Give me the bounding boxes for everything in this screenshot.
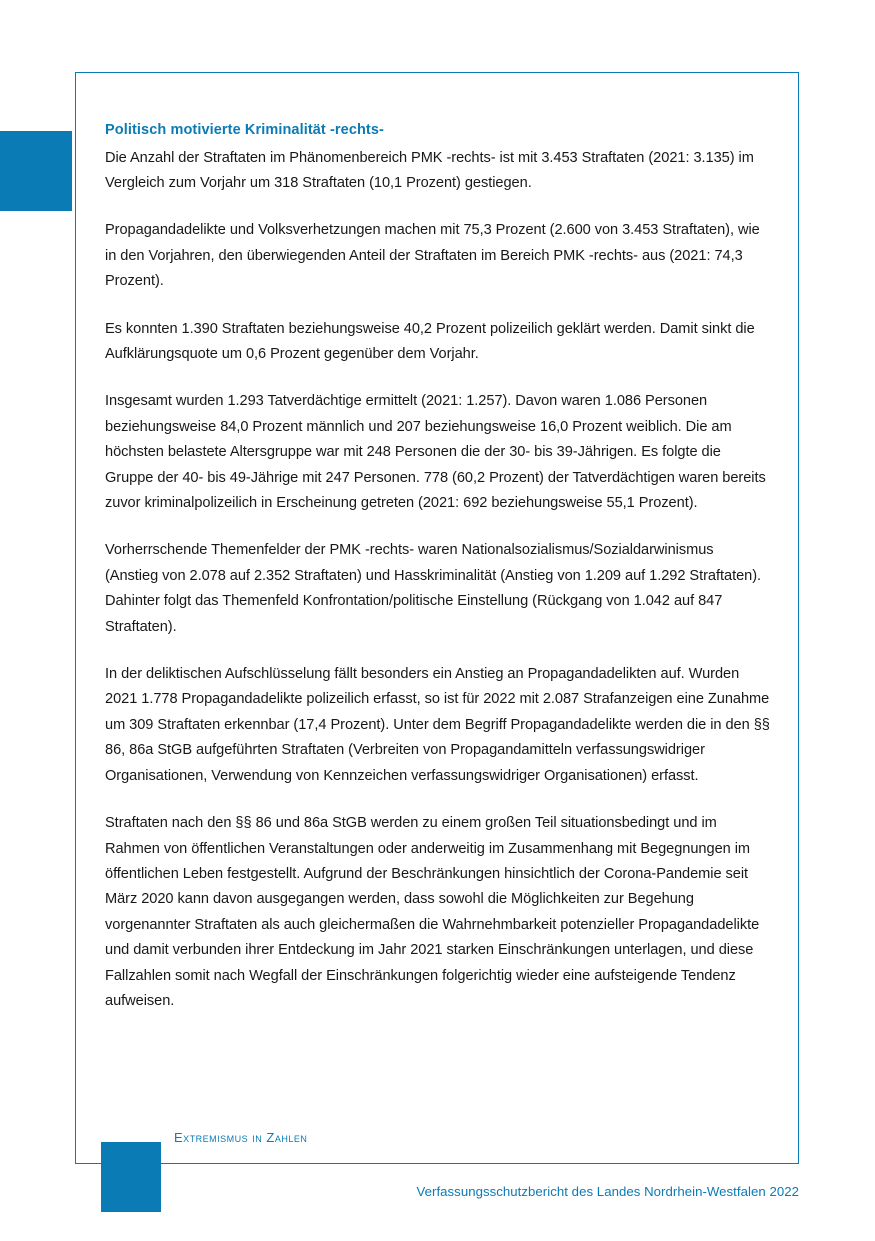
paragraph: In der deliktischen Aufschlüsselung fällt besonders ein Anstieg an Propagandadelikten auf. Wurden 2021 1.778 Propagandadelikte polizeilich erfasst, so ist für 2022 mit 2.087 Strafanzeigen eine Zunahme um 309 Straftaten erkennbar (17,4 Prozent). Unter dem Begriff Propagandadelikte werden die in den §§ 86, 86a StGB aufgeführten Straftaten (Verbreiten von Propagandamitteln verfassungswidriger Organisationen, Verwendung von Kennzeichen verfassungswidriger Organisationen) erfasst.: [105, 666, 770, 784]
paragraph: Propagandadelikte und Volksverhetzungen machen mit 75,3 Prozent (2.600 von 3.453 Straftaten), wie in den Vorjahren, den überwiegenden Anteil der Straftaten im Bereich PMK -rechts- aus (2021: 74,3 Prozent).: [105, 222, 760, 290]
content-body: [105, 121, 770, 1014]
content-frame: [75, 72, 799, 1164]
left-margin-tab: [0, 131, 72, 211]
page-number-block: [101, 1142, 161, 1212]
paragraph: Die Anzahl der Straftaten im Phänomenbereich PMK -rechts- ist mit 3.453 Straftaten (2021: 3.135) im Vergleich zum Vorjahr um 318 Straftaten (10,1 Prozent) gestiegen.: [105, 149, 754, 191]
paragraph: Insgesamt wurden 1.293 Tatverdächtige ermittelt (2021: 1.257). Davon waren 1.086 Personen beziehungsweise 84,0 Prozent männlich und 207 beziehungsweise 16,0 Prozent weiblich. Die am höchsten belastete Altersgruppe war mit 248 Personen die der 30- bis 39-Jährigen. Es folgte die Gruppe der 40- bis 49-Jährige mit 247 Personen. 778 (60,2 Prozent) der Tatverdächtigen waren bereits zuvor kriminalpolizeilich in Erscheinung getreten (2021: 692 beziehungsweise 55,1 Prozent).: [105, 393, 766, 512]
footer-report-title: Verfassungsschutzbericht des Landes Nordrhein-Westfalen 2022: [416, 1184, 799, 1199]
footer-caption: Extremismus in Zahlen: [174, 1130, 308, 1145]
paragraph: Vorherrschende Themenfelder der PMK -rechts- waren Nationalsozialismus/Sozialdarwinismus (Anstieg von 2.078 auf 2.352 Straftaten) und Hasskriminalität (Anstieg von 1.209 auf 1.292 Straftaten). Dahinter folgt das Themenfeld Konfrontation/politische Einstellung (Rückgang von 1.042 auf 847 Straftaten).: [105, 542, 762, 635]
paragraph: Straftaten nach den §§ 86 und 86a StGB werden zu einem großen Teil situationsbedingt und im Rahmen von öffentlichen Veranstaltungen oder anderweitig im Zusammenhang mit Begegnungen im öffentlichen Leben festgestellt. Aufgrund der Beschränkungen hinsichtlich der Corona-Pandemie seit März 2020 kann davon ausgegangen werden, dass sowohl die Möglichkeiten zur Begehung vorgenannter Straftaten als auch gleichermaßen die Wahrnehmbarkeit potenzieller Propagandadelikte und damit verbunden ihrer Entdeckung im Jahr 2021 starken Einschränkungen unterlagen, und diese Fallzahlen somit nach Wegfall der Einschränkungen folgerichtig wieder eine aufsteigende Tendenz aufweisen.: [105, 815, 760, 1009]
page-number: 32: [123, 1124, 139, 1140]
page-title: Politisch motivierte Kriminalität -rechts-: [105, 122, 384, 138]
paragraph: Es konnten 1.390 Straftaten beziehungsweise 40,2 Prozent polizeilich geklärt werden. Damit sinkt die Aufklärungsquote um 0,6 Prozent gegenüber dem Vorjahr.: [105, 320, 755, 362]
